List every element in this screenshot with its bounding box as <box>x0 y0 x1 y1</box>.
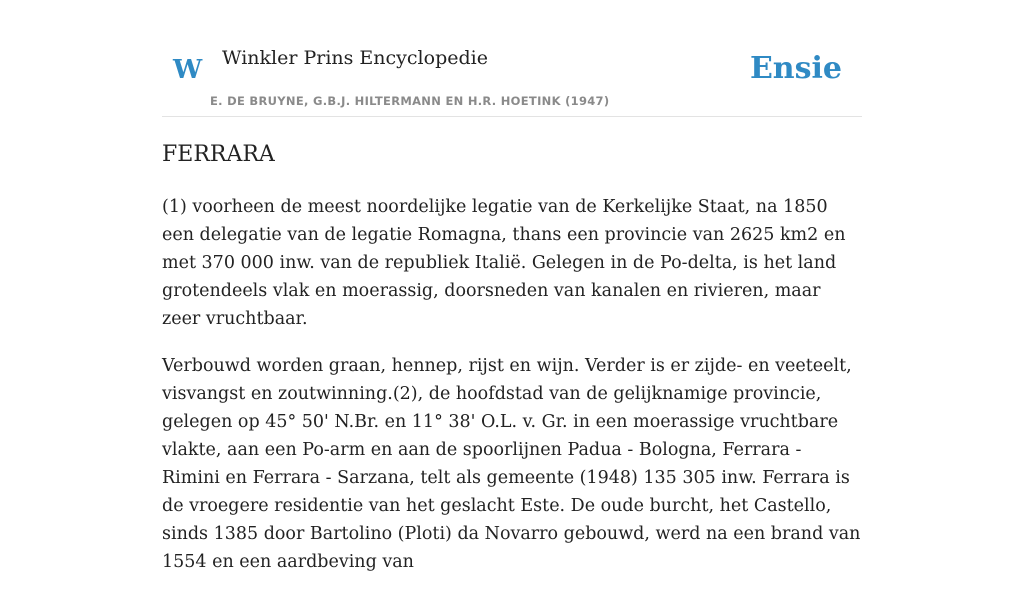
entry-title: FERRARA <box>162 142 275 167</box>
entry-body <box>162 193 862 595</box>
entry-paragraph: Verbouwd worden graan, hennep, rijst en wijn. Verder is er zijde- en veeteelt, visvangst en zoutwinning.(2), de hoofdstad van de gelijknamige provincie, gelegen op 45° 50' N.Br. en 11° 38' O.L. v. Gr. in een moerassige vruchtbare vlakte, aan een Po-arm en aan de spoorlijnen Padua - Bologna, Ferrara - Rimini en Ferrara - Sarzana, telt als gemeente (1948) 135 305 inw. Ferrara is de vroegere residentie van het geslacht Este. De oude burcht, het Castello, sinds 1385 door Bartolino (Ploti) da Novarro gebouwd, werd na een brand van 1554 en een aardbeving van <box>162 356 861 572</box>
encyclopedia-title[interactable]: Winkler Prins Encyclopedie <box>222 47 488 69</box>
winkler-prins-logo-icon[interactable]: W <box>173 55 203 85</box>
entry-paragraph: (1) voorheen de meest noordelijke legatie van de Kerkelijke Staat, na 1850 een delegatie van de legatie Romagna, thans een provincie van 2625 km2 en met 370 000 inw. van de republiek Italië. Gelegen in de Po-delta, is het land grotendeels vlak en moerassig, doorsneden van kanalen en rivieren, maar zeer vruchtbaar. <box>162 197 846 329</box>
encyclopedia-header <box>162 0 862 117</box>
encyclopedia-authors: E. DE BRUYNE, G.B.J. HILTERMANN EN H.R. HOETINK (1947) <box>210 94 610 108</box>
ensie-logo-link[interactable]: Ensie <box>749 51 842 86</box>
